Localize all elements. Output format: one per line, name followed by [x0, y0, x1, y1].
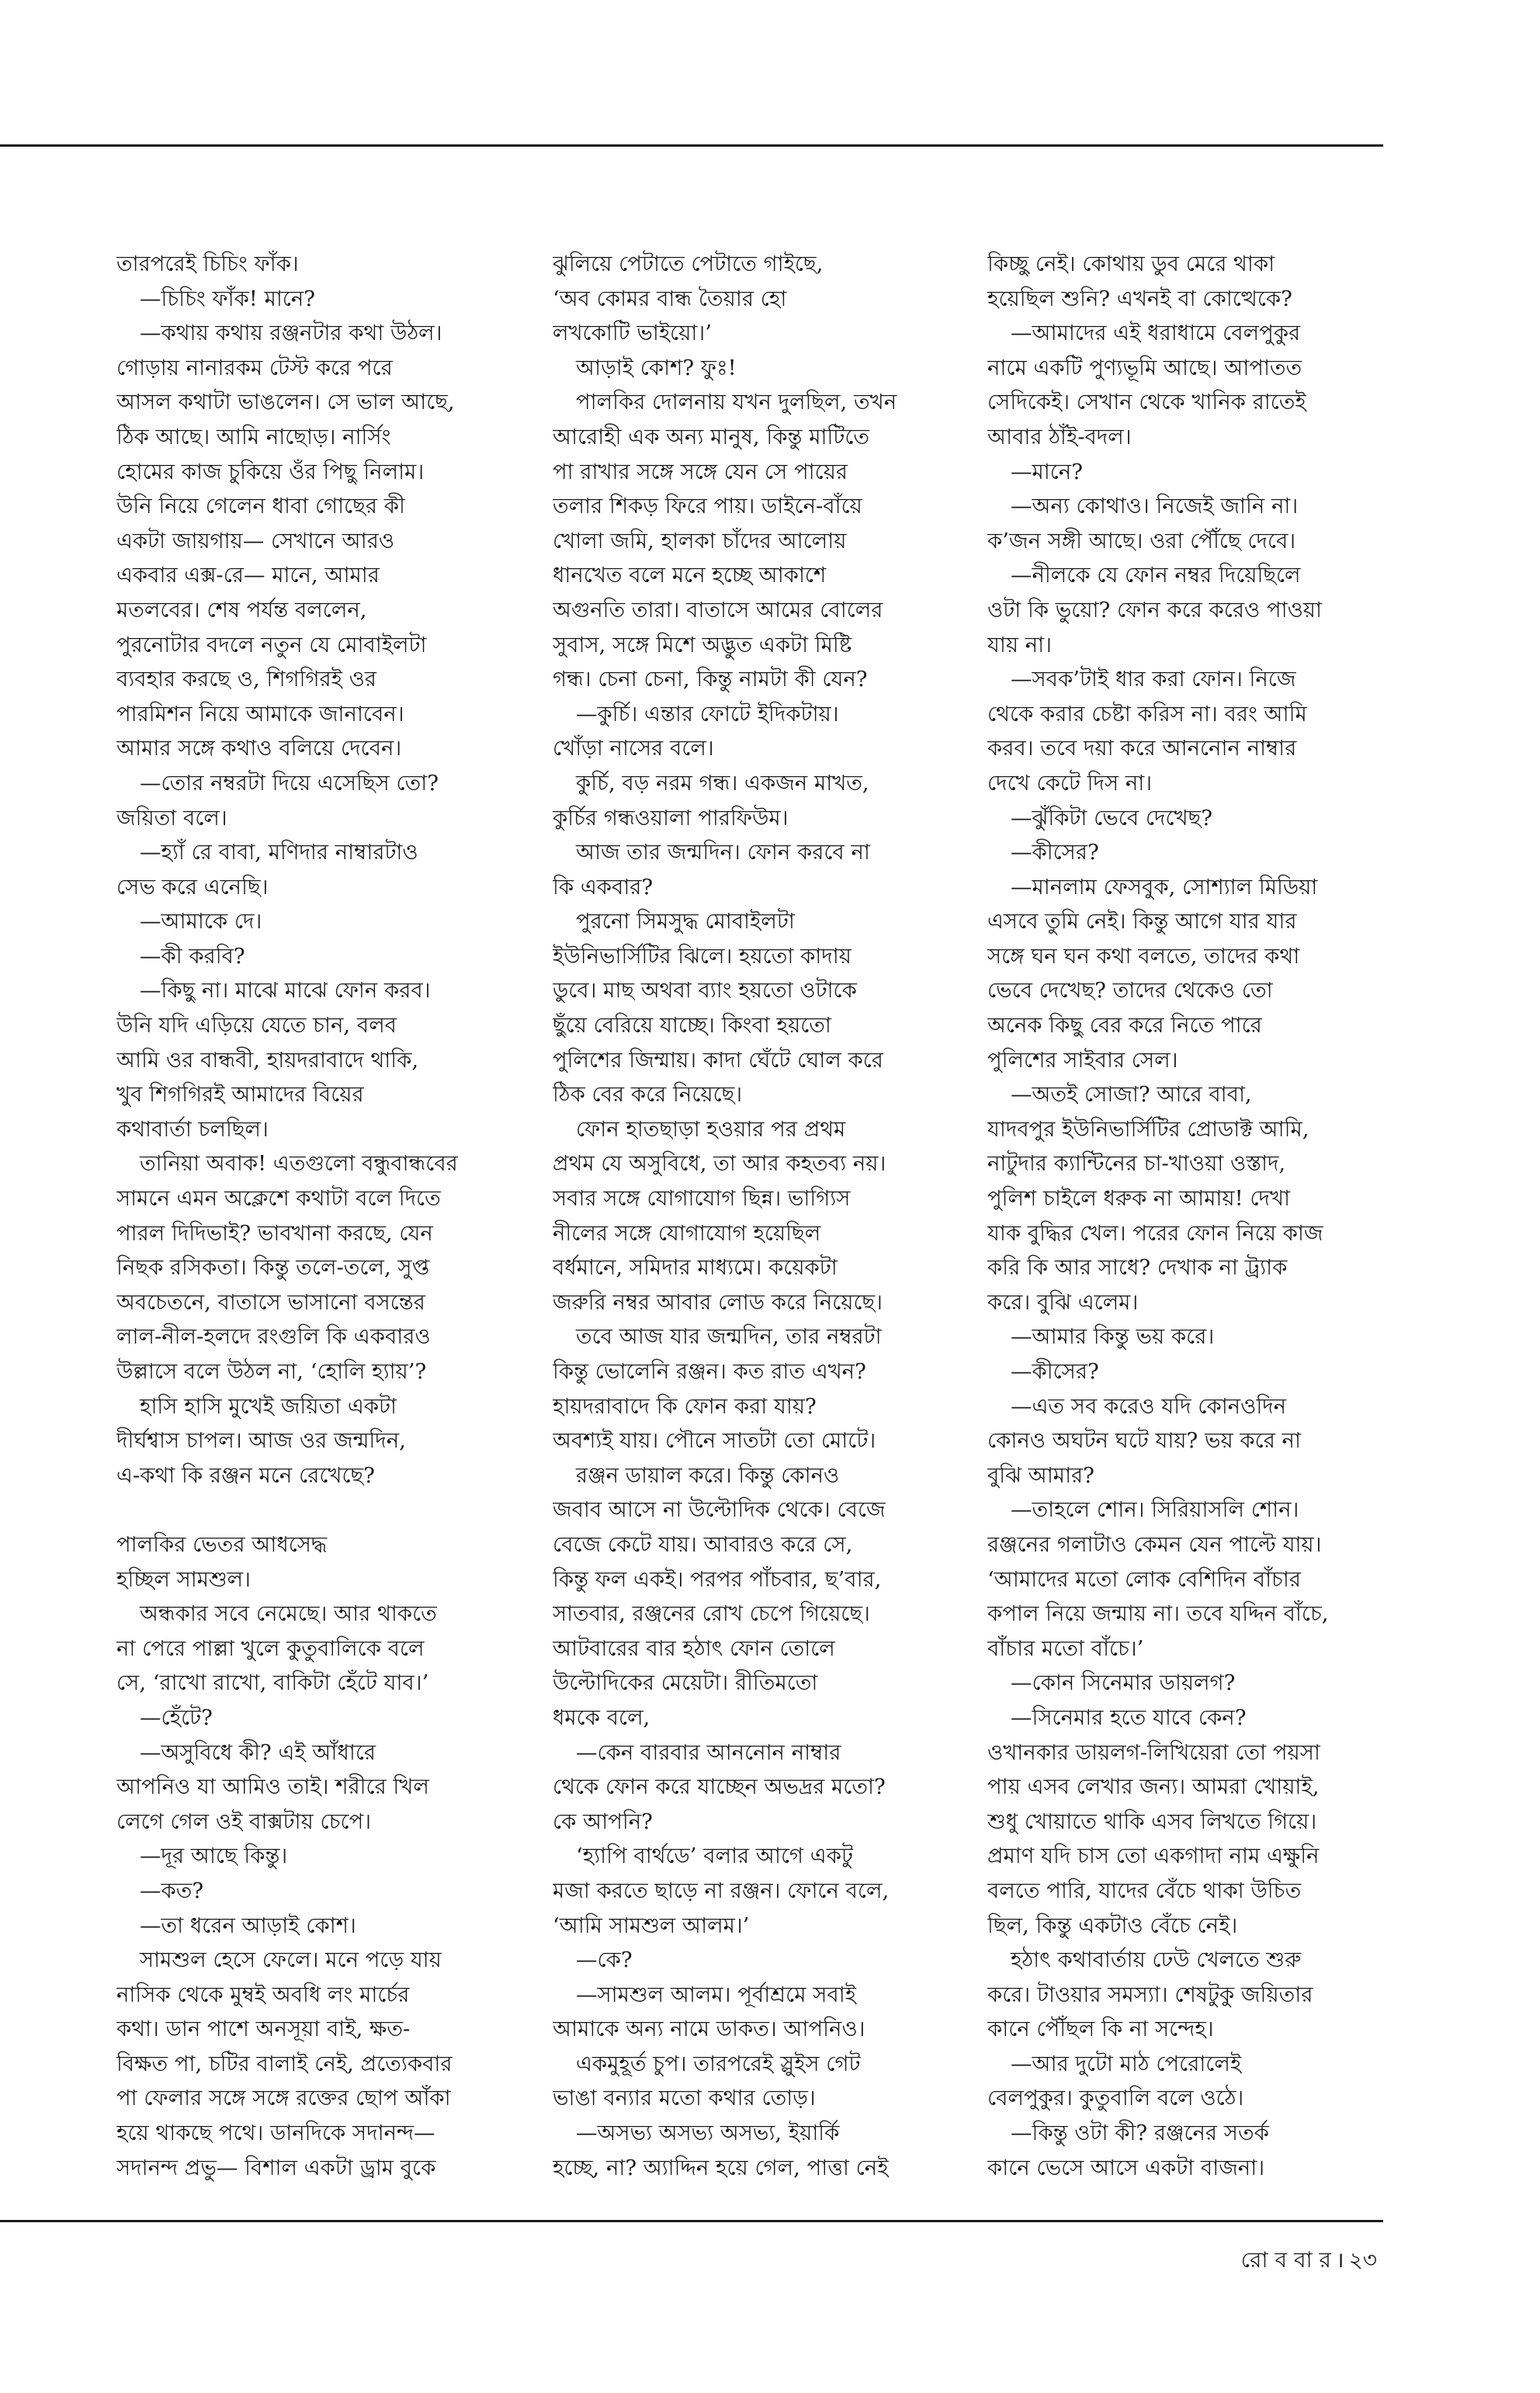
text-line: ভাঙা বন্যার মতো কথার তোড়।	[553, 2086, 816, 2111]
text-line: কানে পৌঁছল কি না সন্দেহ।	[987, 2017, 1214, 2042]
text-line: নীলের সঙ্গে যোগাযোগ হয়েছিল	[553, 1220, 821, 1246]
text-line: —মানে?	[1011, 459, 1083, 484]
text-line: অবশ্যই যায়। পৌনে সাতটা তো মোটে।	[553, 1428, 876, 1454]
text-line: ঝুলিয়ে পেটাতে পেটাতে গাইছে,	[553, 251, 824, 276]
text-line: কোনও অঘটন ঘটে যায়? ভয় করে না	[987, 1428, 1301, 1454]
text-line: পুলিশ চাইলে ধরুক না আমায়! দেখা	[987, 1186, 1291, 1212]
text-line: হোমের কাজ চুকিয়ে ওঁর পিছু নিলাম।	[116, 459, 425, 484]
text-line: সদানন্দ প্রভু— বিশাল একটা ড্রাম বুকে	[116, 2155, 436, 2180]
text-line: আসল কথাটা ভাঙলেন। সে ভাল আছে,	[116, 390, 455, 415]
text-line: ফোন হাতছাড়া হওয়ার পর প্রথম	[576, 1116, 846, 1142]
text-line: কুর্চির গন্ধওয়ালা পারফিউম।	[553, 805, 789, 831]
text-line: কথা। ডান পাশে অনসূয়া বাই, ক্ষত-	[116, 2017, 411, 2042]
text-line: একটা জায়গায়— সেখানে আরও	[116, 528, 395, 553]
text-line: ধানখেত বলে মনে হচ্ছে আকাশে	[553, 563, 827, 588]
text-line: খুব শিগগিরই আমাদের বিয়ের	[116, 1082, 364, 1108]
text-line: রঞ্জনের গলাটাও কেমন যেন পাল্টে যায়।	[987, 1531, 1322, 1557]
text-line: একবার এক্স-রে— মানে, আমার	[116, 563, 380, 588]
text-line: যাক বুদ্ধির খেল। পরের ফোন নিয়ে কাজ	[987, 1220, 1323, 1246]
text-line: উল্লাসে বলে উঠল না, ‘হোলি হ্যায়’?	[116, 1359, 427, 1384]
text-line: তলার শিকড় ফিরে পায়। ডাইনে-বাঁয়ে	[553, 494, 862, 519]
text-line: কিচ্ছু নেই। কোথায় ডুব মেরে থাকা	[987, 251, 1275, 276]
text-line: আমার সঙ্গে কথাও বলিয়ে দেবেন।	[116, 736, 402, 761]
text-line: —আমাকে দে।	[140, 909, 262, 935]
text-line: অবচেতনে, বাতাসে ভাসানো বসন্তের	[116, 1289, 425, 1315]
text-line: —কী করবি?	[140, 943, 245, 969]
text-line: —সিনেমার হতে যাবে কেন?	[1011, 1705, 1247, 1730]
text-line: সামশুল হেসে ফেলে। মনে পড়ে যায়	[140, 1947, 442, 1973]
text-line: হয়ে থাকছে পথে। ডানদিকে সদানন্দ—	[116, 2121, 435, 2146]
text-line: —কে?	[576, 1947, 633, 1973]
text-line: —দূর আছে কিন্তু।	[140, 1843, 288, 1869]
text-line: —কোন সিনেমার ডায়লগ?	[1011, 1670, 1236, 1696]
text-line: জরুরি নম্বর আবার লোড করে নিয়েছে।	[553, 1289, 883, 1315]
text-line: কিন্তু ভোলেনি রঞ্জন। কত রাত এখন?	[553, 1359, 866, 1384]
text-line: লেগে গেল ওই বাক্সটায় চেপে।	[116, 1809, 372, 1834]
text-line: থেকে করার চেষ্টা করিস না। বরং আমি	[987, 701, 1307, 727]
text-line: ‘আমাদের মতো লোক বেশিদিন বাঁচার	[987, 1566, 1301, 1592]
text-line: করে। টাওয়ার সমস্যা। শেষটুকু জয়িতার	[987, 1982, 1313, 2007]
text-line: দেখে কেটে দিস না।	[987, 770, 1153, 796]
text-line: ‘অব কোমর বান্ধ তৈয়ার হো	[553, 286, 787, 311]
text-line: —কথায় কথায় রঞ্জনটার কথা উঠল।	[140, 321, 442, 346]
text-line: বেলপুকুর। কুতুবালি বলে ওঠে।	[987, 2086, 1244, 2111]
text-line: উল্টোদিকের মেয়েটা। রীতিমতো	[553, 1670, 818, 1696]
text-line: নিছক রসিকতা। কিন্তু তলে-তলে, সুপ্ত	[116, 1255, 430, 1281]
bottom-rule	[0, 2220, 1383, 2222]
text-line: —সামশুল আলম। পূর্বাশ্রমে সবাই	[576, 1982, 856, 2007]
text-line: কানে ভেসে আসে একটা বাজনা।	[987, 2155, 1265, 2180]
text-line: —কিন্তু ওটা কী? রঞ্জনের সতর্ক	[1011, 2121, 1269, 2146]
text-line: আবার ঠাঁই-বদল।	[987, 424, 1132, 449]
text-line: পায় এসব লেখার জন্য। আমরা খোয়াই,	[987, 1774, 1320, 1800]
text-line: হঠাৎ কথাবার্তায় ঢেউ খেলতে শুরু	[1011, 1947, 1302, 1973]
text-line: —তাহলে শোন। সিরিয়াসলি শোন।	[1011, 1497, 1299, 1523]
text-line: নামে একটি পুণ্যভূমি আছে। আপাতত	[987, 355, 1302, 380]
text-line: খোঁড়া নাসের বলে।	[553, 736, 714, 761]
text-line: খোলা জমি, হালকা চাঁদের আলোয়	[553, 528, 847, 553]
text-line: উনি নিয়ে গেলেন ধাবা গোছের কী	[116, 494, 405, 519]
text-line: ঠিক আছে। আমি নাছোড়। নার্সিং	[116, 424, 391, 449]
text-line: ওখানকার ডায়লগ-লিখিয়েরা তো পয়সা	[987, 1739, 1320, 1765]
text-line: একমুহূর্ত চুপ। তারপরেই স্লুইস গেট	[576, 2051, 861, 2076]
text-line: উনি যদি এড়িয়ে যেতে চান, বলব	[116, 1013, 397, 1039]
text-line: পুলিশের জিম্মায়। কাদা ঘেঁটে ঘোল করে	[553, 1047, 883, 1073]
text-line: —অতই সোজা? আরে বাবা,	[1011, 1082, 1252, 1108]
text-line: ‘হ্যাপি বার্থডে’ বলার আগে একটু	[576, 1843, 853, 1869]
text-line: —হেঁটে?	[140, 1705, 213, 1730]
text-line: প্রমাণ যদি চাস তো একগাদা নাম এক্ষুনি	[987, 1843, 1320, 1869]
text-line: পালকির দোলনায় যখন দুলছিল, তখন	[576, 390, 897, 415]
text-line: গন্ধ। চেনা চেনা, কিন্তু নামটা কী যেন?	[553, 667, 868, 692]
column-2	[553, 247, 950, 2185]
text-line: রঞ্জন ডায়াল করে। কিন্তু কোনও	[576, 1462, 840, 1488]
text-line: ছিল, কিন্তু একটাও বেঁচে নেই।	[987, 1913, 1238, 1938]
text-line: নাটুদার ক্যান্টিনের চা-খাওয়া ওস্তাদ,	[987, 1151, 1286, 1177]
text-line: সবার সঙ্গে যোগাযোগ ছিন্ন। ভাগ্যিস	[553, 1186, 851, 1212]
text-line: —আর দুটো মাঠ পেরোলেই	[1011, 2051, 1242, 2076]
text-line: —সবক’টাই ধার করা ফোন। নিজে	[1011, 667, 1296, 692]
text-line: শুধু খোয়াতে থাকি এসব লিখতে গিয়ে।	[987, 1809, 1317, 1834]
column-1	[116, 247, 514, 2185]
column-3	[987, 247, 1385, 2185]
text-line: ডুবে। মাছ অথবা ব্যাং হয়তো ওটাকে	[553, 978, 857, 1004]
text-line	[116, 1493, 514, 1528]
text-line: হায়দরাবাদে কি ফোন করা যায়?	[553, 1393, 817, 1419]
text-line: পা ফেলার সঙ্গে সঙ্গে রক্তের ছোপ আঁকা	[116, 2086, 451, 2111]
text-line: ঠিক বের করে নিয়েছে।	[553, 1082, 743, 1108]
text-line: ছুঁয়ে বেরিয়ে যাচ্ছে। কিংবা হয়তো	[553, 1013, 831, 1039]
text-line: —নীলকে যে ফোন নম্বর দিয়েছিলে	[1011, 563, 1301, 588]
text-line: ধমকে বলে,	[553, 1705, 650, 1730]
text-line: ওটা কি ভুয়ো? ফোন করে করেও পাওয়া	[987, 597, 1322, 623]
text-line: বুঝি আমার?	[987, 1462, 1094, 1488]
text-line: কিন্তু ফল একই। পরপর পাঁচবার, ছ’বার,	[553, 1566, 882, 1592]
text-line: এ-কথা কি রঞ্জন মনে রেখেছে?	[116, 1462, 375, 1488]
text-line: ব্যবহার করছে ও, শিগগিরই ওর	[116, 667, 377, 692]
text-line: —ঝুঁকিটা ভেবে দেখেছ?	[1011, 805, 1212, 831]
text-line: অগুনতি তারা। বাতাসে আমের বোলের	[553, 597, 883, 623]
text-line: আরোহী এক অন্য মানুষ, কিন্তু মাটিতে	[553, 424, 870, 449]
text-line: পুলিশের সাইবার সেল।	[987, 1047, 1178, 1073]
text-line: ক’জন সঙ্গী আছে। ওরা পৌঁছে দেবে।	[987, 528, 1296, 553]
text-line: তবে আজ যার জন্মদিন, তার নম্বরটা	[576, 1324, 882, 1350]
text-line: —তা ধরেন আড়াই কোশ।	[140, 1913, 356, 1938]
text-line: মতলবের। শেষ পর্যন্ত বললেন,	[116, 597, 367, 623]
text-line: আমাকে অন্য নামে ডাকত। আপনিও।	[553, 2017, 865, 2042]
text-line: —অসুবিধে কী? এই আঁধারে	[140, 1739, 376, 1765]
text-line: —কেন বারবার আননোন নাম্বার	[576, 1739, 841, 1765]
text-line: আড়াই কোশ? ফুঃ!	[576, 355, 737, 380]
text-line: দীর্ঘশ্বাস চাপল। আজ ওর জন্মদিন,	[116, 1428, 406, 1454]
text-line: ‘আমি সামশুল আলম।’	[553, 1913, 750, 1938]
text-line: বাঁচার মতো বাঁচে।’	[987, 1635, 1144, 1661]
text-line: বিক্ষত পা, চটির বালাই নেই, প্রত্যেকবার	[116, 2051, 453, 2076]
text-line: যাদবপুর ইউনিভার্সিটির প্রোডাক্ট আমি,	[987, 1116, 1309, 1142]
text-line: হচ্ছিল সামশুল।	[116, 1566, 251, 1592]
text-line: —এত সব করেও যদি কোনওদিন	[1011, 1393, 1287, 1419]
text-line: অন্ধকার সবে নেমেছে। আর থাকতে	[140, 1601, 437, 1627]
page-footer	[1241, 2243, 1377, 2280]
text-line: হয়েছিল শুনি? এখনই বা কোত্থেকে?	[987, 286, 1292, 311]
text-line: কে আপনি?	[553, 1809, 653, 1834]
text-line: কথাবার্তা চলছিল।	[116, 1116, 269, 1142]
text-line: —কীসের?	[1011, 1359, 1099, 1384]
text-line: সামনে এমন অক্লেশে কথাটা বলে দিতে	[116, 1186, 441, 1212]
text-line: আপনিও যা আমিও তাই। শরীরে খিল	[116, 1774, 429, 1800]
text-line: আমি ওর বান্ধবী, হায়দরাবাদে থাকি,	[116, 1047, 419, 1073]
top-rule	[0, 144, 1383, 147]
text-line: গোড়ায় নানারকম টেস্ট করে পরে	[116, 355, 393, 380]
text-line: পা রাখার সঙ্গে সঙ্গে যেন সে পায়ের	[553, 459, 848, 484]
page-number: ২৩	[1348, 2247, 1377, 2273]
text-line: কপাল নিয়ে জন্মায় না। তবে যদ্দিন বাঁচে,	[987, 1601, 1329, 1627]
text-line: জবাব আসে না উল্টোদিক থেকে। বেজে	[553, 1497, 886, 1523]
text-line: —কিছু না। মাঝে মাঝে ফোন করব।	[140, 978, 431, 1004]
text-line: বর্ধমানে, সমিদার মাধ্যমে। কয়েকটা	[553, 1255, 838, 1281]
text-line: সেভ করে এনেছি।	[116, 874, 269, 900]
text-line: —অসভ্য অসভ্য অসভ্য, ইয়ার্কি	[576, 2121, 840, 2146]
text-line: —কত?	[140, 1878, 204, 1903]
text-line: ভেবে দেখেছ? তাদের থেকেও তো	[987, 978, 1273, 1004]
text-line: তানিয়া অবাক! এতগুলো বন্ধুবান্ধবের	[140, 1151, 458, 1177]
text-line: হাসি হাসি মুখেই জয়িতা একটা	[140, 1393, 397, 1419]
text-line: —আমাদের এই ধরাধামে বেলপুকুর	[1011, 321, 1301, 346]
text-line: থেকে ফোন করে যাচ্ছেন অভদ্রর মতো?	[553, 1774, 886, 1800]
text-line: জয়িতা বলে।	[116, 805, 227, 831]
text-line: —হ্যাঁ রে বাবা, মণিদার নাম্বারটাও	[140, 840, 418, 865]
text-line: না পেরে পাল্লা খুলে কুতুবালিকে বলে	[116, 1635, 425, 1661]
text-line: অনেক কিছু বের করে নিতে পারে	[987, 1013, 1262, 1039]
footer-separator: ।	[1335, 2247, 1344, 2273]
text-line: সেদিকেই। সেখান থেকে খানিক রাতেই	[987, 390, 1306, 415]
text-line: কুর্চি, বড় নরম গন্ধ। একজন মাখত,	[576, 770, 869, 796]
text-line: তারপরেই চিচিং ফাঁক।	[116, 251, 299, 276]
magazine-name: রো ব বা র	[1240, 2247, 1331, 2273]
text-line: করব। তবে দয়া করে আননোন নাম্বার	[987, 736, 1297, 761]
text-line: করে। বুঝি এলেম।	[987, 1289, 1139, 1315]
text-line: আজ তার জন্মদিন। ফোন করবে না	[576, 840, 870, 865]
text-line: পারল দিদিভাই? ভাবখানা করছে, যেন	[116, 1220, 433, 1246]
text-line: পালকির ভেতর আধসেদ্ধ	[116, 1531, 328, 1557]
text-line: —কুর্চি। এন্তার ফোটে ইদিকটায়।	[576, 701, 839, 727]
text-line: —অন্য কোথাও। নিজেই জানি না।	[1011, 494, 1299, 519]
text-line: প্রথম যে অসুবিধে, তা আর কহতব্য নয়।	[553, 1151, 886, 1177]
text-line: লাল-নীল-হলদে রংগুলি কি একবারও	[116, 1324, 431, 1350]
text-line: —আমার কিন্তু ভয় করে।	[1011, 1324, 1215, 1350]
text-line: পারমিশন নিয়ে আমাকে জানাবেন।	[116, 701, 404, 727]
text-line: বলতে পারি, যাদের বেঁচে থাকা উচিত	[987, 1878, 1302, 1903]
text-line: লখকোটি ভাইয়ো।’	[553, 321, 712, 346]
text-line: মজা করতে ছাড়ে না রঞ্জন। ফোনে বলে,	[553, 1878, 890, 1903]
text-line: হচ্ছে, না? অ্যাদ্দিন হয়ে গেল, পাত্তা নেই	[553, 2155, 889, 2180]
text-line: ইউনিভার্সিটির ঝিলে। হয়তো কাদায়	[553, 943, 852, 969]
text-line: সুবাস, সঙ্গে মিশে অদ্ভুত একটা মিষ্টি	[553, 632, 852, 657]
text-line: এসবে তুমি নেই। কিন্তু আগে যার যার	[987, 909, 1297, 935]
text-line: —চিচিং ফাঁক! মানে?	[140, 286, 316, 311]
text-line: সঙ্গে ঘন ঘন কথা বলতে, তাদের কথা	[987, 943, 1300, 969]
text-line: সাতবার, রঞ্জনের রোখ চেপে গিয়েছে।	[553, 1601, 870, 1627]
text-line: করি কি আর সাধে? দেখাক না ট্র্যাক	[987, 1255, 1288, 1281]
text-line: নাসিক থেকে মুম্বই অবধি লং মার্চের	[116, 1982, 410, 2007]
text-line: পুরনোটার বদলে নতুন যে মোবাইলটা	[116, 632, 427, 657]
text-line: আটবারের বার হঠাৎ ফোন তোলে	[553, 1635, 835, 1661]
text-line: —তোর নম্বরটা দিয়ে এসেছিস তো?	[140, 770, 439, 796]
text-line: সে, ‘রাখো রাখো, বাকিটা হেঁটে যাব।’	[116, 1670, 429, 1696]
text-line: বেজে কেটে যায়। আবারও করে সে,	[553, 1531, 853, 1557]
text-line: —কীসের?	[1011, 840, 1099, 865]
text-line: যায় না।	[987, 632, 1052, 657]
text-line: কি একবার?	[553, 874, 654, 900]
text-line: —মানলাম ফেসবুক, সোশ্যাল মিডিয়া	[1011, 874, 1318, 900]
text-line: পুরনো সিমসুদ্ধ মোবাইলটা	[576, 909, 795, 935]
